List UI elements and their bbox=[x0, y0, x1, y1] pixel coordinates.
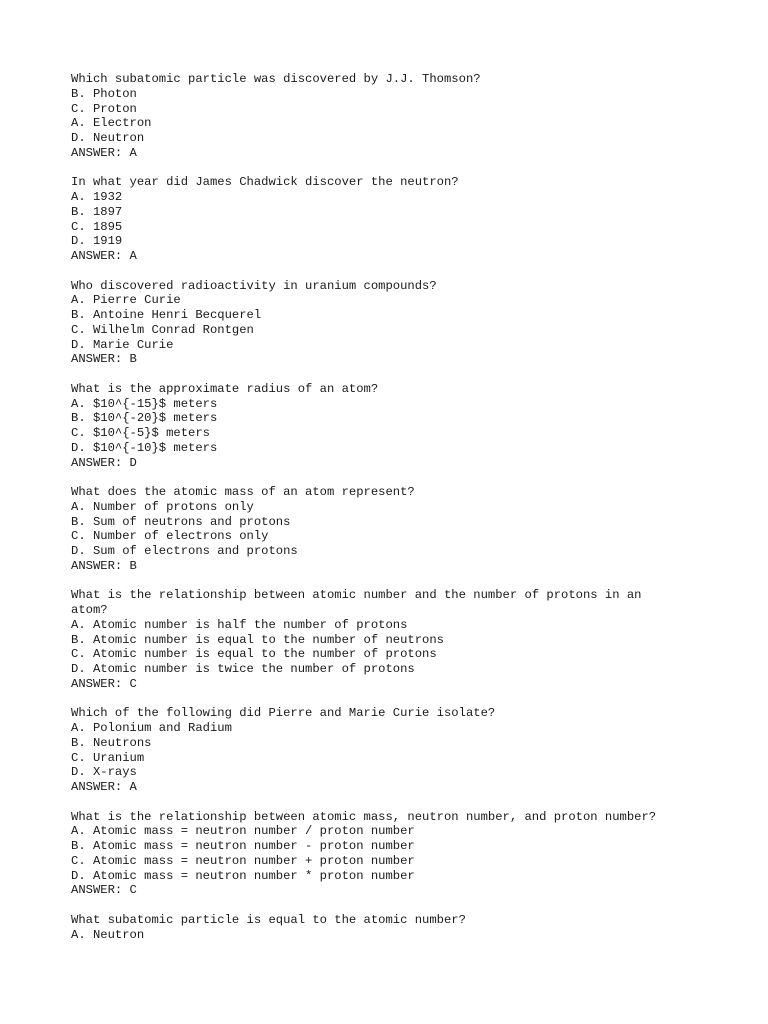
answer-line: ANSWER: B bbox=[71, 352, 137, 367]
option-line: C. $10^{-5}$ meters bbox=[71, 426, 210, 440]
question-block bbox=[71, 913, 751, 943]
answer-line: ANSWER: C bbox=[71, 883, 137, 898]
option-line: B. Neutrons bbox=[71, 735, 152, 750]
question-block bbox=[71, 810, 751, 899]
question-block bbox=[71, 279, 751, 368]
question-text: In what year did James Chadwick discover the neutron? bbox=[71, 175, 459, 190]
question-block bbox=[71, 706, 751, 795]
option-line: D. Neutron bbox=[71, 131, 145, 145]
option-line: D. Marie Curie bbox=[71, 337, 174, 352]
option-line: B. Sum of neutrons and protons bbox=[71, 514, 291, 529]
option-line: A. Atomic number is half the number of protons bbox=[71, 617, 408, 632]
answer-line: ANSWER: B bbox=[71, 558, 137, 573]
question-block bbox=[71, 588, 751, 691]
option-line: B. Photon bbox=[71, 86, 137, 101]
question-text: Which of the following did Pierre and Marie Curie isolate? bbox=[71, 706, 496, 721]
question-block bbox=[71, 485, 751, 574]
option-line: A. Number of protons only bbox=[71, 499, 254, 514]
option-line: D. Sum of electrons and protons bbox=[71, 544, 298, 558]
answer-line: ANSWER: A bbox=[71, 249, 137, 263]
option-line: B. Antoine Henri Becquerel bbox=[71, 308, 262, 322]
option-line: A. 1932 bbox=[71, 190, 123, 204]
option-line: D. $10^{-10}$ meters bbox=[71, 440, 218, 455]
option-line: B. $10^{-20}$ meters bbox=[71, 411, 218, 426]
option-line: C. Atomic number is equal to the number of protons bbox=[71, 647, 437, 662]
question-block bbox=[71, 72, 751, 161]
question-text: What subatomic particle is equal to the atomic number? bbox=[71, 912, 466, 927]
question-text: Which subatomic particle was discovered by J.J. Thomson? bbox=[71, 72, 481, 86]
answer-line: ANSWER: A bbox=[71, 145, 137, 160]
option-line: A. Pierre Curie bbox=[71, 293, 181, 308]
option-line: C. 1895 bbox=[71, 219, 123, 234]
option-line: A. Polonium and Radium bbox=[71, 721, 232, 735]
option-line: A. $10^{-15}$ meters bbox=[71, 396, 218, 411]
option-line: D. Atomic mass = neutron number * proton number bbox=[71, 868, 415, 883]
question-block bbox=[71, 175, 751, 264]
question-text-continued: atom? bbox=[71, 603, 108, 617]
option-line: D. Atomic number is twice the number of protons bbox=[71, 662, 415, 676]
question-text: What does the atomic mass of an atom represent? bbox=[71, 485, 415, 499]
question-block bbox=[71, 382, 751, 471]
option-line: B. Atomic number is equal to the number of neutrons bbox=[71, 632, 444, 647]
option-line: D. X-rays bbox=[71, 765, 137, 780]
option-line: D. 1919 bbox=[71, 234, 123, 249]
option-line: C. Proton bbox=[71, 101, 137, 116]
answer-line: ANSWER: C bbox=[71, 676, 137, 691]
option-line: A. Neutron bbox=[71, 927, 145, 942]
option-line: B. Atomic mass = neutron number - proton number bbox=[71, 839, 415, 853]
option-line: B. 1897 bbox=[71, 204, 123, 219]
question-text: What is the approximate radius of an atom? bbox=[71, 381, 379, 396]
answer-line: ANSWER: D bbox=[71, 455, 137, 470]
option-line: C. Wilhelm Conrad Rontgen bbox=[71, 322, 254, 337]
question-text: Who discovered radioactivity in uranium compounds? bbox=[71, 278, 437, 293]
option-line: A. Atomic mass = neutron number / proton number bbox=[71, 824, 415, 839]
question-list bbox=[71, 72, 751, 942]
option-line: A. Electron bbox=[71, 116, 152, 131]
option-line: C. Number of electrons only bbox=[71, 529, 269, 544]
option-line: C. Atomic mass = neutron number + proton number bbox=[71, 853, 415, 868]
question-text: What is the relationship between atomic number and the number of protons in an bbox=[71, 588, 642, 603]
answer-line: ANSWER: A bbox=[71, 780, 137, 794]
option-line: C. Uranium bbox=[71, 750, 145, 765]
quiz-document bbox=[71, 72, 751, 957]
question-text: What is the relationship between atomic mass, neutron number, and proton number? bbox=[71, 809, 657, 824]
